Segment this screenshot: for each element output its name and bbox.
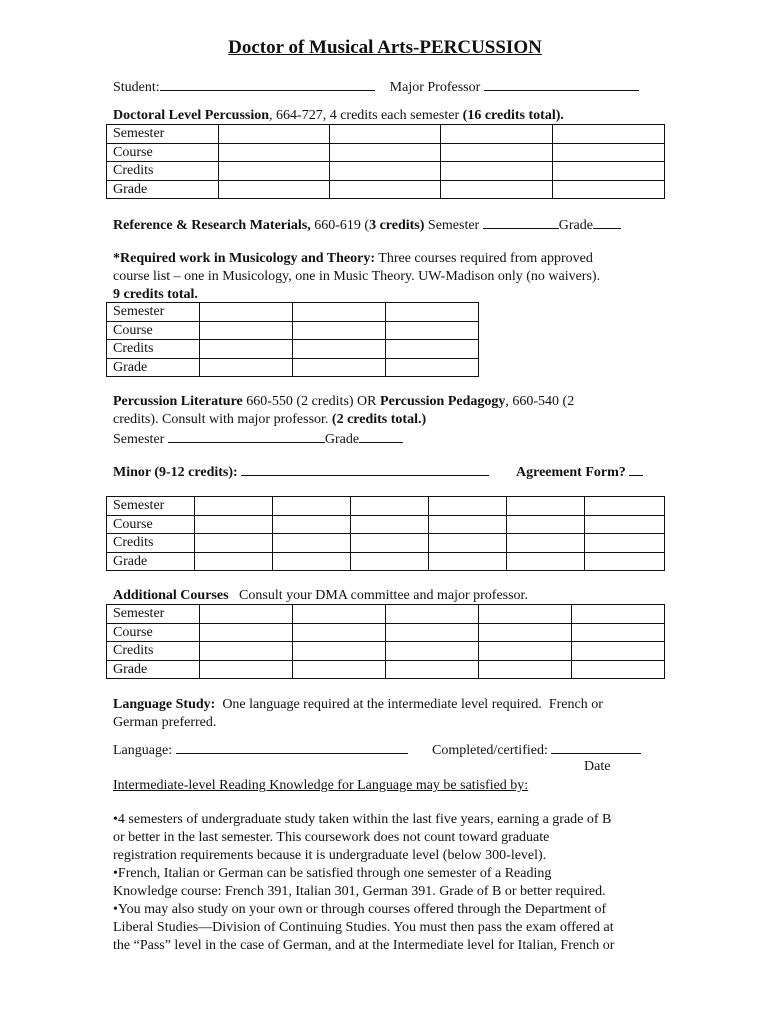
- literature-line-2: [113, 411, 426, 429]
- literature-title-2: Percussion Pedagogy: [380, 394, 506, 409]
- required-text-1: Three courses required from approved: [375, 251, 593, 266]
- completed-label: Completed/certified:: [432, 743, 552, 758]
- input-cell[interactable]: [195, 534, 273, 553]
- input-cell[interactable]: [330, 162, 441, 181]
- input-cell[interactable]: [585, 534, 665, 553]
- input-cell[interactable]: [200, 605, 293, 624]
- input-cell[interactable]: [219, 180, 330, 199]
- input-cell[interactable]: [507, 497, 585, 516]
- input-cell[interactable]: [293, 340, 386, 359]
- input-cell[interactable]: [507, 534, 585, 553]
- additional-title: Additional Courses: [113, 588, 229, 603]
- doctoral-title: Doctoral Level Percussion: [113, 108, 270, 123]
- language-label: Language:: [113, 743, 176, 758]
- input-cell[interactable]: [293, 623, 386, 642]
- required-total-text: 9 credits total.: [113, 287, 198, 302]
- required-title: *Required work in Musicology and Theory:: [113, 251, 376, 266]
- row-label: Credits: [107, 162, 219, 181]
- bullet-line: or better in the last semester. This coursework does not count toward graduate: [113, 830, 550, 845]
- reference-grade-field[interactable]: [593, 215, 621, 229]
- literature-text-1: 660-550 (2 credits) OR: [242, 394, 381, 409]
- row-label: Grade: [107, 180, 219, 199]
- input-cell[interactable]: [195, 497, 273, 516]
- language-text-2: German preferred.: [113, 715, 217, 730]
- agreement-line: [516, 462, 643, 482]
- reference-credits: 3 credits): [369, 218, 425, 233]
- bullet-line: •You may also study on your own or through courses offered through the Department of: [113, 902, 607, 917]
- input-cell[interactable]: [553, 125, 665, 144]
- input-cell[interactable]: [479, 605, 572, 624]
- input-cell[interactable]: [273, 552, 351, 571]
- input-cell[interactable]: [351, 497, 429, 516]
- input-cell[interactable]: [273, 515, 351, 534]
- language-title: Language Study:: [113, 697, 216, 712]
- literature-text-2: , 660-540 (2: [505, 394, 575, 409]
- input-cell[interactable]: [507, 515, 585, 534]
- input-cell[interactable]: [553, 162, 665, 181]
- literature-total: (2 credits total.): [331, 412, 427, 427]
- input-cell[interactable]: [351, 534, 429, 553]
- row-label: Course: [107, 321, 200, 340]
- table-row: [107, 534, 665, 553]
- reference-grade-label: Grade: [558, 218, 593, 233]
- required-text-2: course list – one in Musicology, one in Music Theory. UW-Madison only (no waivers).: [113, 269, 601, 284]
- reference-title: Reference & Research Materials,: [113, 218, 311, 233]
- input-cell[interactable]: [479, 642, 572, 661]
- agreement-label: Agreement Form?: [516, 465, 630, 480]
- input-cell[interactable]: [585, 497, 665, 516]
- language-line-1: [113, 696, 603, 714]
- input-cell[interactable]: [219, 162, 330, 181]
- input-cell[interactable]: [200, 340, 293, 359]
- table-row: [107, 623, 665, 642]
- input-cell[interactable]: [200, 660, 293, 679]
- input-cell[interactable]: [553, 180, 665, 199]
- additional-text: Consult your DMA committee and major professor.: [228, 588, 528, 603]
- input-cell[interactable]: [386, 605, 479, 624]
- minor-field[interactable]: [241, 462, 489, 476]
- input-cell[interactable]: [219, 125, 330, 144]
- input-cell[interactable]: [386, 340, 479, 359]
- input-cell[interactable]: [572, 642, 665, 661]
- input-cell[interactable]: [429, 552, 507, 571]
- input-cell[interactable]: [200, 321, 293, 340]
- input-cell[interactable]: [293, 303, 386, 322]
- language-text-1: One language required at the intermediate level required. French or: [215, 697, 603, 712]
- additional-table: [106, 604, 665, 679]
- input-cell[interactable]: [386, 321, 479, 340]
- input-cell[interactable]: [441, 143, 553, 162]
- input-cell[interactable]: [200, 623, 293, 642]
- input-cell[interactable]: [429, 515, 507, 534]
- reference-line: [113, 215, 621, 235]
- input-cell[interactable]: [293, 660, 386, 679]
- row-label: Semester: [107, 303, 200, 322]
- minor-table: [106, 496, 665, 571]
- bullet-line: •4 semesters of undergraduate study taken within the last five years, earning a grade of B: [113, 812, 612, 827]
- input-cell[interactable]: [273, 534, 351, 553]
- student-field[interactable]: [160, 77, 375, 91]
- input-cell[interactable]: [330, 180, 441, 199]
- input-cell[interactable]: [386, 623, 479, 642]
- input-cell[interactable]: [441, 180, 553, 199]
- input-cell[interactable]: [219, 143, 330, 162]
- input-cell[interactable]: [330, 125, 441, 144]
- completed-line: [432, 740, 641, 760]
- table-row: [107, 552, 665, 571]
- doctoral-total: (16 credits total).: [462, 108, 564, 123]
- input-cell[interactable]: [273, 497, 351, 516]
- literature-semester-field[interactable]: [168, 429, 325, 443]
- literature-line-3: [113, 429, 403, 449]
- input-cell[interactable]: [293, 605, 386, 624]
- date-label: Date: [584, 759, 611, 774]
- minor-line: [113, 462, 489, 482]
- page-title: Doctor of Musical Arts-PERCUSSION: [228, 37, 542, 58]
- input-cell[interactable]: [585, 515, 665, 534]
- row-label: Credits: [107, 642, 200, 661]
- input-cell[interactable]: [441, 125, 553, 144]
- reference-semester-field[interactable]: [483, 215, 559, 229]
- literature-grade-label: Grade: [324, 432, 360, 447]
- input-cell[interactable]: [386, 303, 479, 322]
- doctoral-details: , 664-727, 4 credits each semester: [269, 108, 463, 123]
- input-cell[interactable]: [386, 660, 479, 679]
- input-cell[interactable]: [293, 358, 386, 377]
- reference-semester-label: Semester: [424, 218, 483, 233]
- input-cell[interactable]: [351, 515, 429, 534]
- input-cell[interactable]: [351, 552, 429, 571]
- literature-semester-label: Semester: [113, 432, 168, 447]
- bullet-line: •French, Italian or German can be satisfied through one semester of a Reading: [113, 866, 552, 881]
- table-row: [107, 660, 665, 679]
- student-label: Student:: [113, 80, 160, 95]
- input-cell[interactable]: [479, 660, 572, 679]
- student-line: [113, 77, 639, 97]
- bullet-line: Liberal Studies—Division of Continuing Studies. You must then pass the exam offered at: [113, 920, 614, 935]
- literature-line-1: [113, 393, 574, 411]
- input-cell[interactable]: [195, 515, 273, 534]
- row-label: Credits: [107, 534, 195, 553]
- table-row: [107, 497, 665, 516]
- literature-grade-field[interactable]: [359, 429, 403, 443]
- bullet-line: the “Pass” level in the case of German, and at the Intermediate level for Italian, French or: [113, 938, 615, 953]
- input-cell[interactable]: [200, 642, 293, 661]
- table-row: [107, 340, 479, 359]
- doctoral-heading: [113, 107, 564, 125]
- input-cell[interactable]: [572, 660, 665, 679]
- bullet-line: Knowledge course: French 391, Italian 301, German 391. Grade of B or better required.: [113, 884, 606, 899]
- completed-field[interactable]: [551, 740, 641, 754]
- additional-heading: [113, 587, 528, 605]
- agreement-field[interactable]: [629, 462, 643, 476]
- input-cell[interactable]: [441, 162, 553, 181]
- input-cell[interactable]: [200, 303, 293, 322]
- row-label: Semester: [107, 497, 195, 516]
- bullet-line: registration requirements because it is undergraduate level (below 300-level).: [113, 848, 547, 863]
- row-label: Course: [107, 623, 200, 642]
- input-cell[interactable]: [330, 143, 441, 162]
- input-cell[interactable]: [195, 552, 273, 571]
- input-cell[interactable]: [429, 534, 507, 553]
- row-label: Grade: [107, 358, 200, 377]
- major-professor-label: Major Professor: [389, 80, 481, 95]
- table-row: [107, 180, 665, 199]
- input-cell[interactable]: [553, 143, 665, 162]
- input-cell[interactable]: [386, 358, 479, 377]
- row-label: Semester: [107, 605, 200, 624]
- table-row: [107, 321, 479, 340]
- table-row: [107, 303, 479, 322]
- input-cell[interactable]: [479, 623, 572, 642]
- table-row: [107, 358, 479, 377]
- input-cell[interactable]: [293, 642, 386, 661]
- reading-heading: Intermediate-level Reading Knowledge for Language may be satisfied by:: [113, 778, 529, 793]
- input-cell[interactable]: [572, 605, 665, 624]
- row-label: Grade: [107, 660, 200, 679]
- required-line-1: [113, 250, 593, 268]
- input-cell[interactable]: [429, 497, 507, 516]
- table-row: [107, 642, 665, 661]
- row-label: Course: [107, 143, 219, 162]
- language-field-line: [113, 740, 408, 760]
- language-field[interactable]: [176, 740, 408, 754]
- row-label: Credits: [107, 340, 200, 359]
- table-row: [107, 125, 665, 144]
- input-cell[interactable]: [386, 642, 479, 661]
- row-label: Course: [107, 515, 195, 534]
- row-label: Grade: [107, 552, 195, 571]
- required-table: [106, 302, 479, 377]
- table-row: [107, 605, 665, 624]
- row-label: Semester: [107, 125, 219, 144]
- major-professor-field[interactable]: [484, 77, 639, 91]
- minor-label: Minor (9-12 credits):: [113, 465, 242, 480]
- table-row: [107, 515, 665, 534]
- literature-text-3: credits). Consult with major professor.: [113, 412, 332, 427]
- input-cell[interactable]: [507, 552, 585, 571]
- input-cell[interactable]: [572, 623, 665, 642]
- table-row: [107, 143, 665, 162]
- reference-course: 660-619 (: [310, 218, 370, 233]
- input-cell[interactable]: [293, 321, 386, 340]
- doctoral-table: [106, 124, 665, 199]
- literature-title-1: Percussion Literature: [113, 394, 243, 409]
- table-row: [107, 162, 665, 181]
- input-cell[interactable]: [585, 552, 665, 571]
- input-cell[interactable]: [200, 358, 293, 377]
